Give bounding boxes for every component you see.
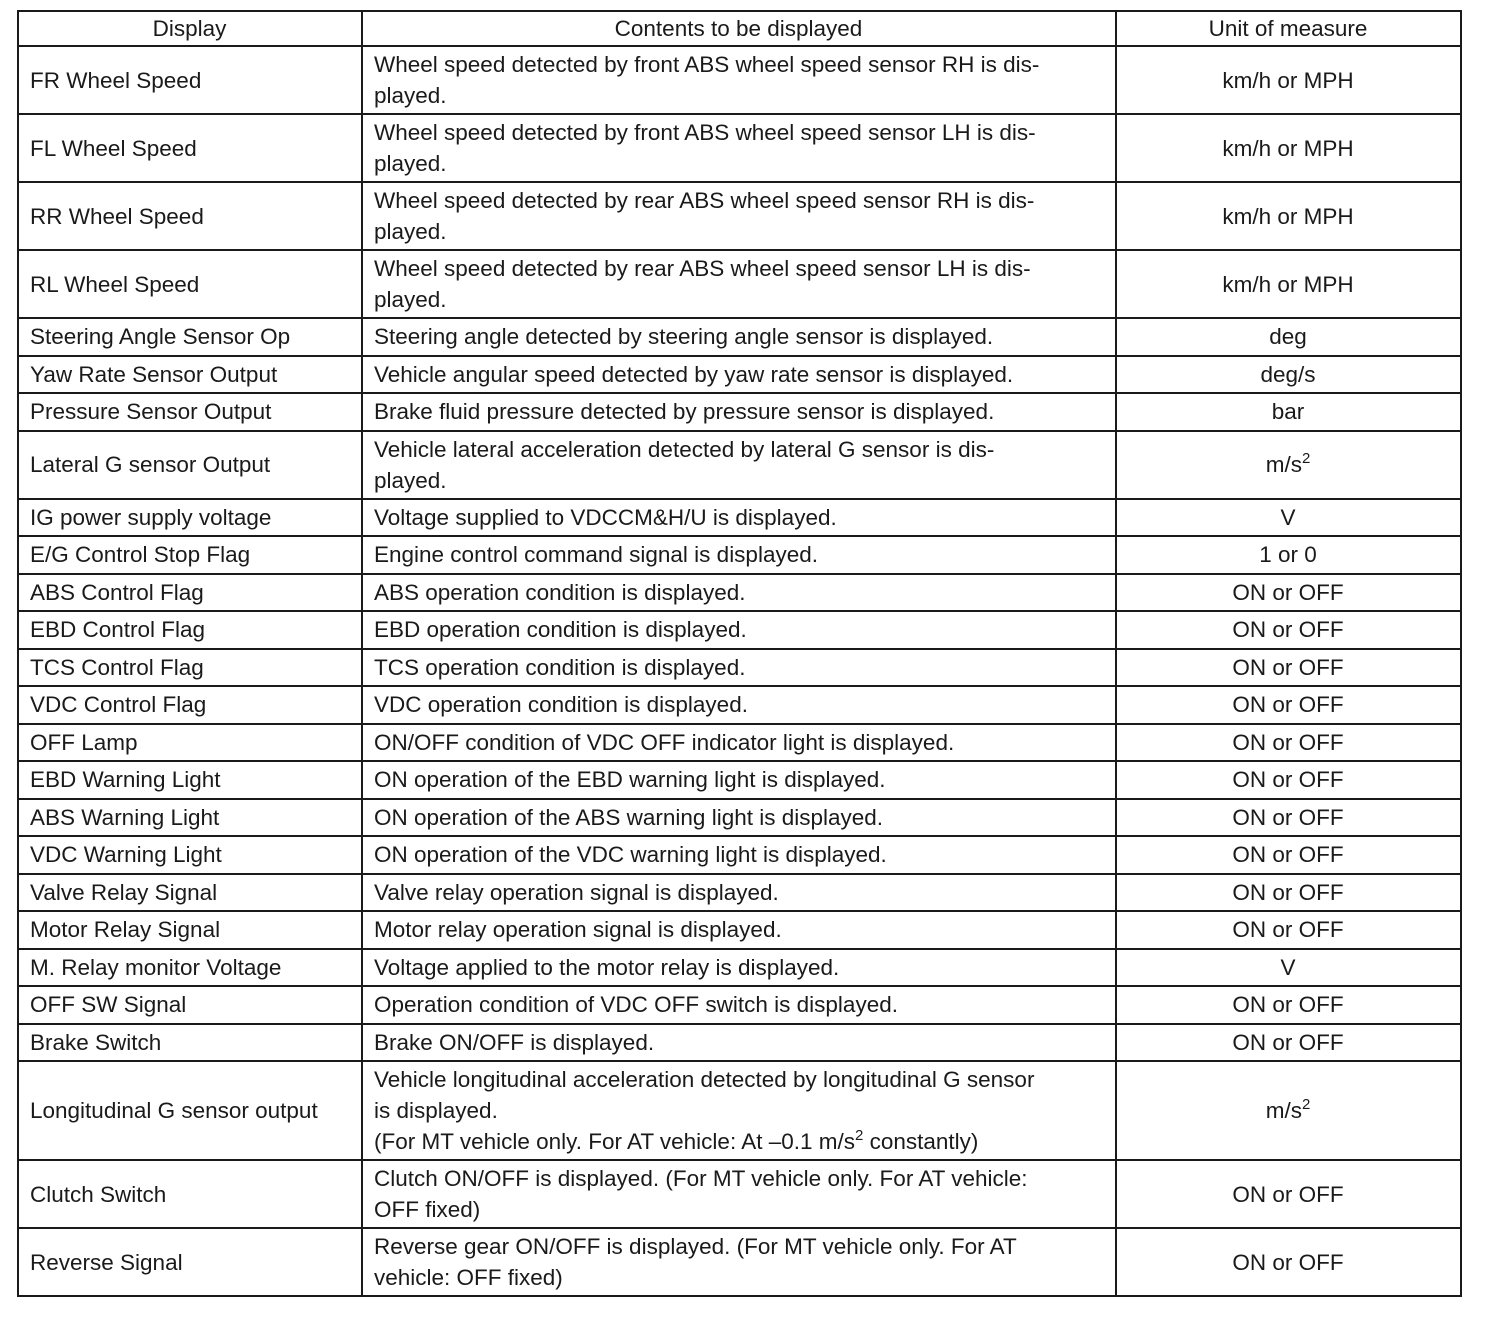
unit-cell [1116,799,1461,837]
contents-cell [362,911,1116,949]
contents-cell [362,1061,1116,1160]
table-row [18,1160,1461,1228]
display-name-cell: Longitudinal G sensor output [18,1061,362,1160]
unit-cell [1116,1061,1461,1160]
contents-cell [362,649,1116,687]
contents-line: is displayed. [374,1098,498,1123]
unit-text: ON or OFF [1232,992,1344,1018]
unit-cell [1116,114,1461,182]
unit-cell [1116,949,1461,987]
display-name-cell: Reverse Signal [18,1228,362,1296]
contents-cell [362,949,1116,987]
display-name-cell: VDC Warning Light [18,836,362,874]
display-name-cell: FL Wheel Speed [18,114,362,182]
table-row [18,911,1461,949]
header-contents: Contents to be displayed [362,11,1116,46]
unit-text: ON or OFF [1232,879,1344,905]
unit-cell [1116,649,1461,687]
display-name-cell: RR Wheel Speed [18,182,362,250]
table-row [18,986,1461,1024]
table-row [18,356,1461,394]
table-row [18,393,1461,431]
display-name-cell: M. Relay monitor Voltage [18,949,362,987]
table-body [18,46,1461,1296]
unit-text: km/h or MPH [1222,67,1354,93]
contents-cell [362,724,1116,762]
display-name-cell: TCS Control Flag [18,649,362,687]
display-name-cell: IG power supply voltage [18,499,362,537]
contents-cell [362,182,1116,250]
table-row [18,536,1461,574]
contents-cell [362,611,1116,649]
contents-line: Wheel speed detected by front ABS wheel speed sensor LH is dis- [374,120,1036,145]
table-row [18,761,1461,799]
contents-cell [362,1024,1116,1062]
contents-line: Motor relay operation signal is displayed. [374,917,782,943]
contents-cell [362,356,1116,394]
table-row [18,182,1461,250]
unit-text: km/h or MPH [1222,135,1354,161]
unit-text: ON or OFF [1232,1249,1344,1275]
unit-text: ON or OFF [1232,842,1344,868]
table-row [18,949,1461,987]
unit-text: km/h or MPH [1222,271,1354,297]
display-name-cell: Valve Relay Signal [18,874,362,912]
display-name-cell: OFF SW Signal [18,986,362,1024]
unit-text: V [1280,504,1296,530]
unit-cell [1116,686,1461,724]
contents-line: Wheel speed detected by rear ABS wheel speed sensor RH is dis- [374,188,1035,213]
display-name-cell: EBD Control Flag [18,611,362,649]
unit-text: 1 or 0 [1259,542,1317,568]
display-name-cell: ABS Control Flag [18,574,362,612]
display-name-cell: Clutch Switch [18,1160,362,1228]
unit-cell [1116,574,1461,612]
display-name-cell: ABS Warning Light [18,799,362,837]
unit-cell [1116,356,1461,394]
contents-line: Vehicle longitudinal acceleration detected by longitudinal G sensor [374,1067,1035,1092]
contents-line: Vehicle angular speed detected by yaw rate sensor is displayed. [374,361,1014,387]
unit-text: m/s [1265,452,1302,477]
unit-text: ON or OFF [1232,692,1344,718]
table-row [18,574,1461,612]
table-row [18,686,1461,724]
unit-cell [1116,611,1461,649]
contents-cell [362,250,1116,318]
unit-cell [1116,318,1461,356]
unit-cell [1116,431,1461,499]
contents-line: Steering angle detected by steering angle sensor is displayed. [374,324,994,350]
display-name-cell: OFF Lamp [18,724,362,762]
contents-cell [362,499,1116,537]
unit-text: ON or OFF [1232,579,1344,605]
display-name-cell: Steering Angle Sensor Op [18,318,362,356]
contents-cell [362,1160,1116,1228]
unit-text: bar [1271,399,1305,425]
unit-cell [1116,986,1461,1024]
table-row [18,1024,1461,1062]
unit-cell [1116,393,1461,431]
display-name-cell: Yaw Rate Sensor Output [18,356,362,394]
unit-cell [1116,1160,1461,1228]
contents-line: ON/OFF condition of VDC OFF indicator light is displayed. [374,729,955,755]
contents-cell [362,574,1116,612]
unit-cell [1116,536,1461,574]
table-row [18,874,1461,912]
contents-line: Operation condition of VDC OFF switch is displayed. [374,992,898,1018]
unit-cell [1116,911,1461,949]
header-unit: Unit of measure [1116,11,1461,46]
contents-cell [362,114,1116,182]
contents-line: (For MT vehicle only. For AT vehicle: At –0.1 $m/s^2$ constantly) [374,1127,979,1154]
display-name-cell: Brake Switch [18,1024,362,1062]
display-name-cell: EBD Warning Light [18,761,362,799]
contents-cell [362,686,1116,724]
contents-cell [362,536,1116,574]
table-row [18,1061,1461,1160]
unit-text: ON or OFF [1232,654,1344,680]
unit-text: ON or OFF [1232,804,1344,830]
display-name-cell: Pressure Sensor Output [18,393,362,431]
contents-line: Brake ON/OFF is displayed. [374,1029,655,1055]
unit-superscript: 2 [1301,450,1311,467]
unit-text: ON or OFF [1232,617,1344,643]
contents-line: vehicle: OFF fixed) [374,1265,563,1290]
contents-line: ON operation of the VDC warning light is displayed. [374,842,887,868]
table-row [18,799,1461,837]
unit-cell [1116,46,1461,114]
table-header-row [18,11,1461,46]
contents-line: Voltage supplied to VDCCM&H/U is displayed. [374,504,837,530]
table-row [18,46,1461,114]
table-row [18,836,1461,874]
contents-cell [362,986,1116,1024]
contents-line: played. [374,151,447,176]
contents-line: EBD operation condition is displayed. [374,617,747,643]
contents-cell [362,874,1116,912]
monitor-item-table [17,10,1462,1297]
table-row [18,318,1461,356]
table-row [18,724,1461,762]
display-name-cell: Lateral G sensor Output [18,431,362,499]
unit-cell [1116,182,1461,250]
unit-cell [1116,1228,1461,1296]
contents-cell [362,318,1116,356]
contents-cell [362,836,1116,874]
unit-text: ON or OFF [1232,729,1344,755]
unit-text: ON or OFF [1232,1029,1344,1055]
contents-line: Valve relay operation signal is displayed. [374,879,779,905]
contents-cell [362,761,1116,799]
contents-cell [362,393,1116,431]
table-row [18,250,1461,318]
unit-text: ON or OFF [1232,1181,1344,1207]
contents-line: OFF fixed) [374,1197,481,1222]
contents-line: Wheel speed detected by front ABS wheel speed sensor RH is dis- [374,52,1040,77]
contents-line: Vehicle lateral acceleration detected by lateral G sensor is dis- [374,436,995,462]
contents-line: played. [374,287,447,312]
display-name-cell: Motor Relay Signal [18,911,362,949]
contents-line: Reverse gear ON/OFF is displayed. (For MT vehicle only. For AT [374,1234,1017,1259]
table-row [18,1228,1461,1296]
unit-cell [1116,761,1461,799]
contents-line: Brake fluid pressure detected by pressure sensor is displayed. [374,399,995,425]
display-name-cell: FR Wheel Speed [18,46,362,114]
unit-text: ON or OFF [1232,917,1344,943]
contents-cell [362,1228,1116,1296]
unit-text: km/h or MPH [1222,203,1354,229]
unit-text: ON or OFF [1232,767,1344,793]
unit-cell [1116,1024,1461,1062]
display-name-cell: VDC Control Flag [18,686,362,724]
contents-line: played. [374,467,447,493]
unit-cell [1116,836,1461,874]
table-row [18,649,1461,687]
table-row [18,499,1461,537]
unit-cell [1116,499,1461,537]
contents-cell [362,799,1116,837]
contents-line: ON operation of the EBD warning light is displayed. [374,767,886,793]
unit-superscript: 2 [1301,1096,1311,1113]
contents-line: Wheel speed detected by rear ABS wheel speed sensor LH is dis- [374,256,1031,281]
table-row [18,431,1461,499]
unit-cell [1116,250,1461,318]
unit-cell [1116,724,1461,762]
header-display: Display [18,11,362,46]
display-name-cell: E/G Control Stop Flag [18,536,362,574]
contents-line: Clutch ON/OFF is displayed. (For MT vehicle only. For AT vehicle: [374,1166,1028,1191]
superscript: 2 [855,1127,864,1144]
contents-line: TCS operation condition is displayed. [374,654,746,680]
contents-line: Engine control command signal is displayed. [374,542,818,568]
table-row [18,114,1461,182]
unit-text: deg/s [1260,361,1316,387]
table-row [18,611,1461,649]
unit-cell [1116,874,1461,912]
contents-line: ON operation of the ABS warning light is displayed. [374,804,884,830]
unit-text: V [1280,954,1296,980]
unit-text: deg [1269,324,1307,350]
contents-line: ABS operation condition is displayed. [374,579,746,605]
contents-cell [362,46,1116,114]
unit-text: m/s [1265,1098,1302,1123]
contents-cell [362,431,1116,499]
contents-line: VDC operation condition is displayed. [374,692,748,718]
display-name-cell: RL Wheel Speed [18,250,362,318]
contents-line: Voltage applied to the motor relay is displayed. [374,954,840,980]
contents-line: played. [374,219,447,244]
contents-line: played. [374,83,447,108]
